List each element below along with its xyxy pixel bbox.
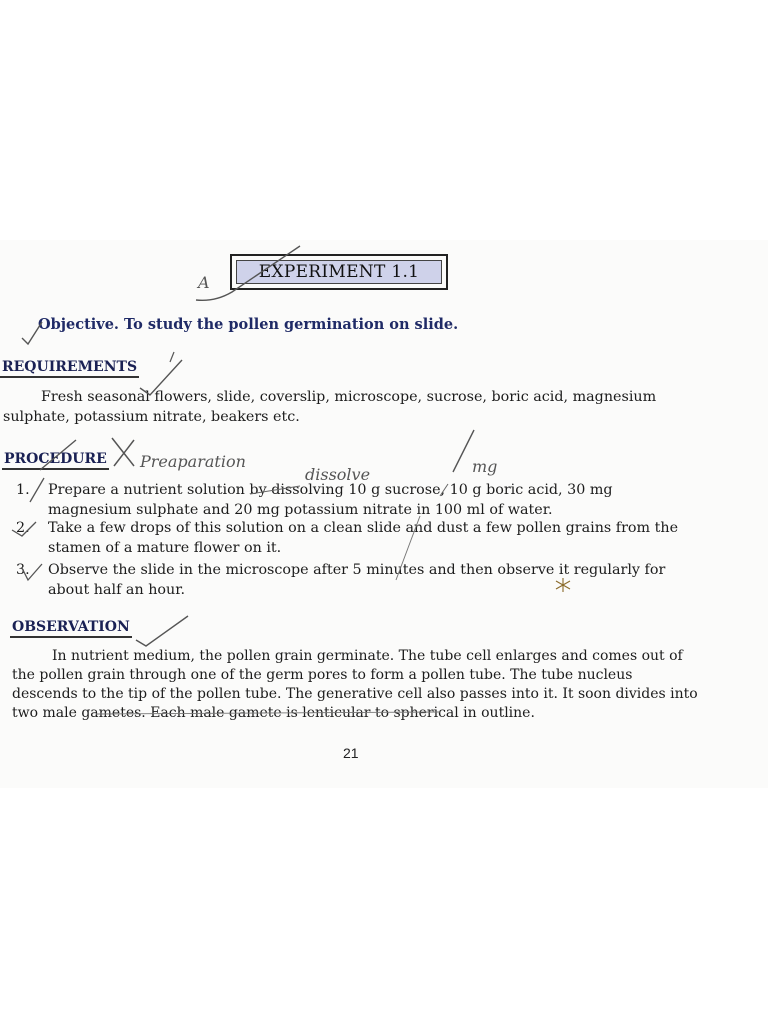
step-number: 1. — [16, 482, 30, 498]
requirements-text: Fresh seasonal flowers, slide, coverslip, microscope, sucrose, boric acid, magnesium sulphate, potassium nitrate, beakers etc. — [3, 389, 657, 425]
stroke-mark — [453, 430, 474, 472]
experiment-title: EXPERIMENT 1.1 — [258, 262, 420, 282]
tick-mark — [170, 352, 174, 362]
cross-mark — [112, 438, 134, 466]
handwritten-word-3: mg — [472, 457, 498, 476]
handwritten-a-mark: A — [198, 273, 210, 292]
step-number: 3. — [16, 562, 30, 578]
step-number: 2. — [16, 520, 30, 536]
handwritten-word-1: Preaparation — [140, 452, 246, 471]
experiment-title-fill — [236, 260, 442, 284]
objective-line: Objective. To study the pollen germination on slide. — [38, 316, 459, 333]
step-text: Prepare a nutrient solution by dissolving 10 g sucrose, 10 g boric acid, 30 mg magnesium sulphate and 20 mg potassium nitrate in 100 ml of water. — [48, 482, 613, 518]
strike-mark — [30, 478, 44, 502]
page-number: 21 — [343, 745, 359, 761]
observation-heading: OBSERVATION — [10, 619, 132, 638]
step-text: Take a few drops of this solution on a clean slide and dust a few pollen grains from the stamen of a mature flower on it. — [48, 520, 679, 556]
document-page — [0, 240, 768, 788]
observation-text: In nutrient medium, the pollen grain germinate. The tube cell enlarges and comes out of the pollen grain through one of the germ pores to form a pollen tube. The tube nucleus descends to the tip of the pollen tube. The generative cell also passes into it. It soon divides into two male gametes. Each male gamete is lenticular to spherical in outline. — [12, 648, 698, 721]
requirements-heading: REQUIREMENTS — [0, 359, 139, 378]
step-text: Observe the slide in the microscope after 5 minutes and then observe it regularly for about half an hour. — [48, 562, 666, 598]
handwritten-word-2: dissolve — [305, 465, 371, 484]
experiment-title-box — [230, 254, 448, 290]
tick-mark — [136, 616, 188, 646]
procedure-heading: PROCEDURE — [2, 451, 109, 470]
